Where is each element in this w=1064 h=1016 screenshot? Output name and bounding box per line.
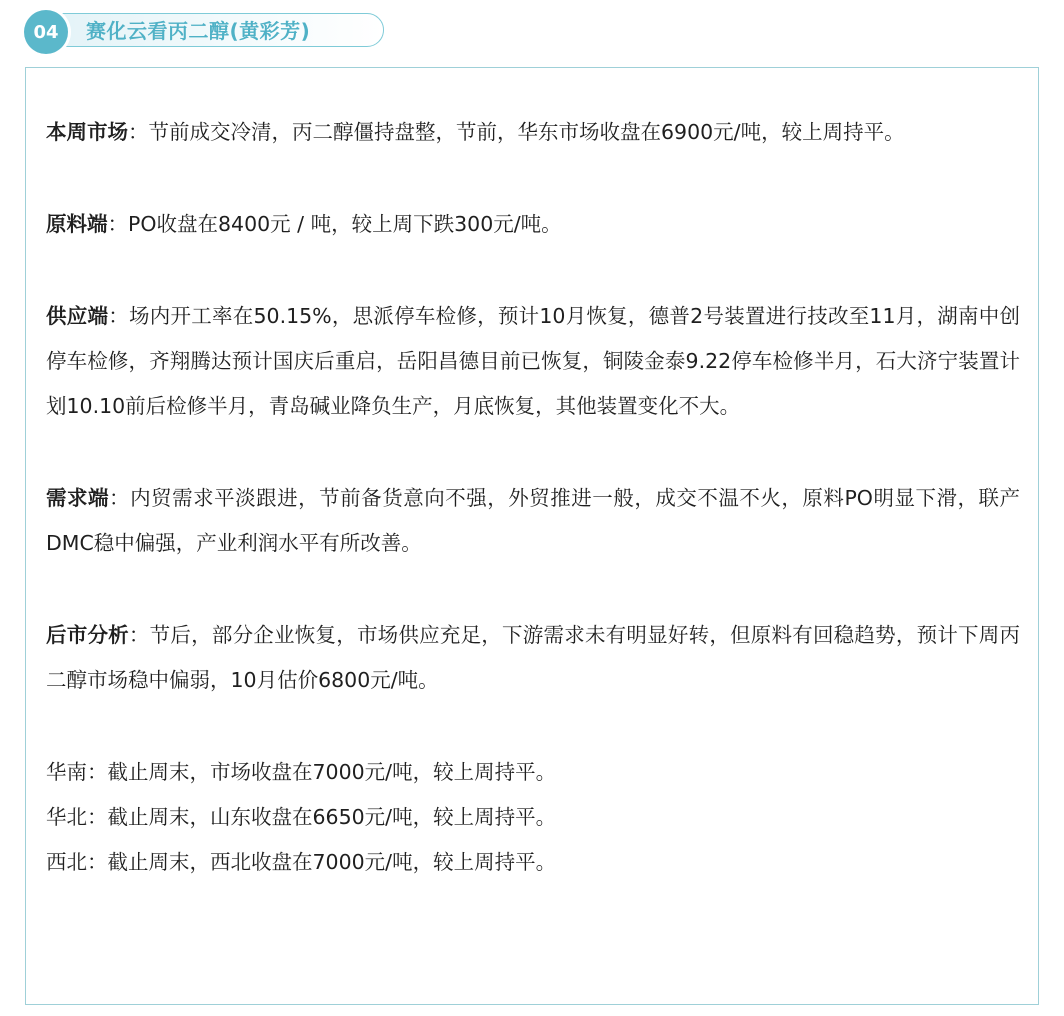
paragraph-demand [46, 476, 1020, 566]
paragraph-text: 节前成交冷清，丙二醇僵持盘整，节前，华东市场收盘在6900元/吨，较上周持平。 [148, 120, 905, 144]
paragraph-label: 本周市场 [46, 120, 128, 144]
region-line-north-china: 华北：截止周末，山东收盘在6650元/吨，较上周持平。 [46, 805, 557, 829]
paragraph-text: PO收盘在8400元 / 吨，较上周下跌300元/吨。 [128, 212, 562, 236]
spacer [46, 566, 1020, 613]
paragraph-label: 后市分析 [46, 623, 129, 647]
label-separator: ： [128, 623, 150, 647]
spacer [46, 155, 1020, 202]
section-number-badge: 04 [24, 10, 68, 54]
label-separator: ： [109, 486, 131, 510]
paragraph-text: 内贸需求平淡跟进，节前备货意向不强，外贸推进一般，成交不温不火，原料PO明显下滑，联产DMC稳中偏强，产业利润水平有所改善。 [46, 486, 1021, 555]
paragraph-weekly-market [46, 110, 1020, 155]
spacer [46, 429, 1020, 476]
paragraph-label: 需求端 [46, 486, 110, 510]
paragraph-supply [46, 294, 1020, 429]
label-separator: ： [108, 304, 129, 328]
content-box [25, 67, 1039, 1005]
paragraph-outlook [46, 613, 1020, 703]
region-line-south-china: 华南：截止周末，市场收盘在7000元/吨，较上周持平。 [46, 760, 557, 784]
spacer [46, 247, 1020, 294]
region-line-northwest: 西北：截止周末，西北收盘在7000元/吨，较上周持平。 [46, 850, 557, 874]
label-separator: ： [128, 120, 149, 144]
label-separator: ： [107, 212, 128, 236]
paragraph-label: 供应端 [46, 304, 109, 328]
paragraph-label: 原料端 [46, 212, 108, 236]
paragraph-raw-material [46, 202, 1020, 247]
paragraph-text: 节后，部分企业恢复，市场供应充足，下游需求未有明显好转，但原料有回稳趋势，预计下周丙二醇市场稳中偏弱，10月估价6800元/吨。 [46, 623, 1021, 692]
spacer [46, 703, 1020, 750]
section-title: 赛化云看丙二醇(黄彩芳) [86, 19, 311, 43]
paragraph-text: 场内开工率在50.15%，思派停车检修，预计10月恢复，德普2号装置进行技改至11月，湖南中创停车检修，齐翔腾达预计国庆后重启，岳阳昌德目前已恢复，铜陵金泰9.22停车检修半月，石大济宁装置计划10.10前后检修半月，青岛碱业降负生产，月底恢复，其他装置变化不大。 [46, 304, 1021, 418]
